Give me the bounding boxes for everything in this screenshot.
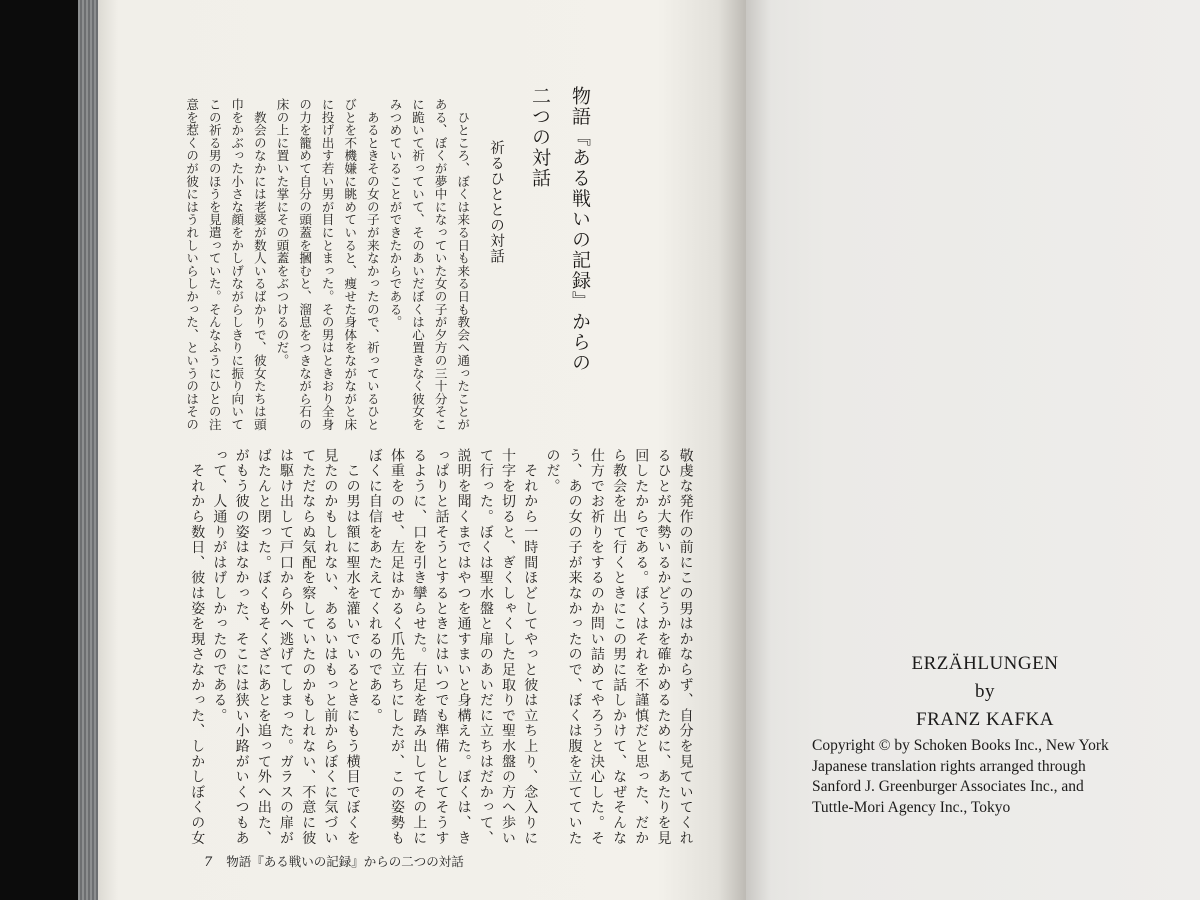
text-column: がもう彼の姿はなかった、そこには狭い小路がいくつもあ xyxy=(233,448,250,846)
text-column: う、あの女の子が来なかったので、ぼくは腹を立てていた xyxy=(566,448,583,846)
text-column: 十字を切ると、ぎくしゃくした足取りで聖水盤の方へ歩い xyxy=(500,448,517,846)
copyright-block xyxy=(800,736,1170,818)
text-column: 床の上に置いた掌にその頭蓋をぶつけるのだ。 xyxy=(274,98,290,367)
text-column: ひところ、ぼくは来る日も来る日も教会へ通ったことが xyxy=(455,98,471,431)
text-column: 体重をのせ、左足はかるく爪先立ちにしたが、この姿勢も xyxy=(389,448,406,846)
text-column: あるときその女の子が来なかったので、祈っているひと xyxy=(365,98,381,431)
text-column: 回したからである。ぼくはそれを不謹慎だと思った、だか xyxy=(633,448,650,846)
text-column: 敬虔な発作の前にこの男はかならず、自分を見ていてくれ xyxy=(677,448,694,846)
text-column: 巾をかぶった小さな顔をかしげながらしきりに振り向いて xyxy=(229,98,245,431)
running-title: 物語『ある戦いの記録』からの二つの対話 xyxy=(226,854,464,869)
text-column: それから一時間ほどしてやっと彼は立ち上り、念入りに xyxy=(522,448,539,846)
text-column: ぼくに自信をあたえてくれるのである。 xyxy=(366,448,383,724)
text-column: 説明を聞くまではやつを通すまいと身構えた。ぼくは、き xyxy=(455,448,472,846)
text-column: ら教会を出て行くときにこの男に話しかけて、なぜそんな xyxy=(611,448,628,846)
text-column: 意を惹くのが彼にはうれしいらしかった、というのはその xyxy=(184,98,200,431)
text-column: 仕方でお祈りをするのか問い詰めてやろうと決心した。そ xyxy=(588,448,605,846)
text-column: て行った。ぼくは聖水盤と扉のあいだに立ちはだかって、 xyxy=(477,448,494,846)
text-column: それから数日、彼は姿を現さなかった、しかしぼくの女 xyxy=(189,448,206,846)
chapter-title-line-2: 二つの対話 xyxy=(529,86,551,189)
text-column: 教会のなかには老婆が数人いるばかりで、彼女たちは頭 xyxy=(252,98,268,431)
colophon xyxy=(800,650,1170,818)
text-column: ばたんと閉った。ぼくもそくざにあとを追って外へ出た、 xyxy=(255,448,272,846)
copyright-line: Japanese translation rights arranged through xyxy=(812,757,1086,775)
by-label: by xyxy=(975,681,995,702)
text-column: みつめていることができたからである。 xyxy=(387,98,403,329)
text-column: に投げ出す若い男が目にとまった。その男はときおり全身 xyxy=(320,98,336,431)
copyright-line: Tuttle-Mori Agency Inc., Tokyo xyxy=(812,798,1011,816)
text-column: てただならぬ気配を察していたのかもしれない、不意に彼 xyxy=(300,448,317,846)
original-title: ERZÄHLUNGEN xyxy=(911,653,1059,674)
text-column: るように、口を引き攣らせた。右足を踏み出してその上に xyxy=(411,448,428,846)
text-column: の力を籠めて自分の頭蓋を摑むと、溜息をつきながら石の xyxy=(297,98,313,431)
chapter-title-line-1: 物語『ある戦いの記録』からの xyxy=(569,86,591,373)
running-footer xyxy=(204,852,464,870)
text-column: 見たのかもしれない、あるいはもっと前からぼくに気づい xyxy=(322,448,339,846)
section-subtitle: 祈るひととの対話 xyxy=(488,140,504,264)
author-name: FRANZ KAFKA xyxy=(916,709,1054,730)
text-column: って、人通りがはげしかったのである。 xyxy=(211,448,228,724)
upper-text-block xyxy=(180,98,474,431)
chapter-title xyxy=(520,86,600,373)
text-column: ある、ぼくが夢中になっていた女の子が夕方の三十分そこ xyxy=(433,98,449,431)
text-column: のだ。 xyxy=(544,448,561,494)
lower-text-block xyxy=(186,448,697,846)
copyright-line: Copyright © by Schoken Books Inc., New York xyxy=(812,737,1109,754)
text-column: この祈る男のほうを見遣っていた。そんなふうにひとの注 xyxy=(207,98,223,431)
text-column: は駆け出して戸口から外へ逃げてしまった。ガラスの扉が xyxy=(278,448,295,846)
text-column: るひとが大勢いるかどうかを確かめるために、あたりを見 xyxy=(655,448,672,846)
text-column: っぱりと話そうとするときにはいつでも準備としてそうす xyxy=(433,448,450,846)
text-column: に跪いて祈っていて、そのあいだぼくは心置きなく彼女を xyxy=(410,98,426,431)
page-number: 7 xyxy=(204,855,213,870)
copyright-line: Sanford J. Greenburger Associates Inc., and xyxy=(812,778,1084,795)
text-column: この男は額に聖水を灌いでいるときにもう横目でぼくを xyxy=(344,448,361,846)
text-column: びとを不機嫌に眺めていると、痩せた身体をながながと床 xyxy=(342,98,358,431)
